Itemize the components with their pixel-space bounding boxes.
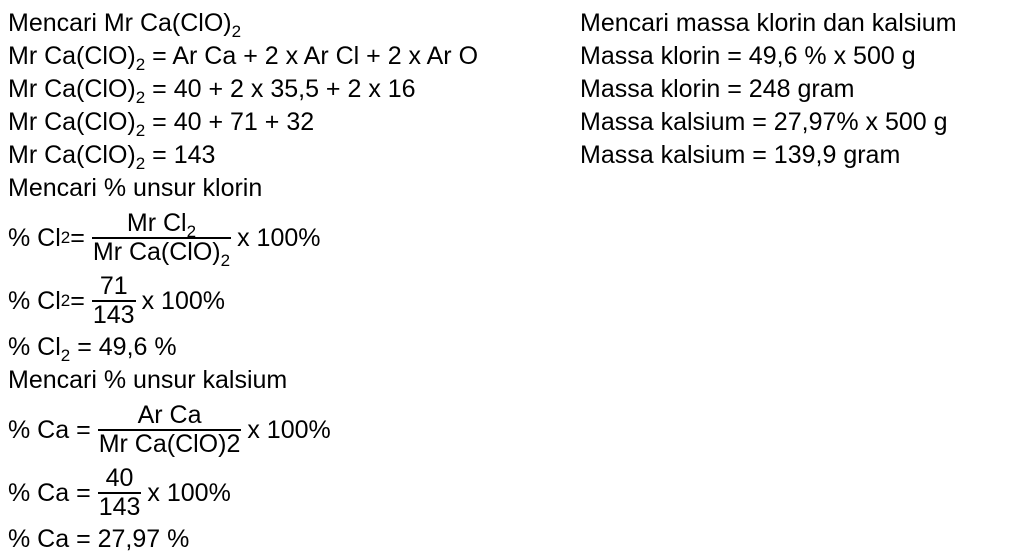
equals-sign: =: [70, 223, 85, 252]
numerator-text: Mr Cl: [126, 209, 187, 237]
calcium-formula-2: [8, 463, 568, 523]
subscript: 2: [60, 346, 71, 365]
left-column: [8, 7, 568, 556]
chlorine-formula-1: % Cl 2 = $\frac{Mr Cl_2}{Mr Ca(ClO)_2}$ x 100%: [8, 209, 321, 270]
mr-prefix: Mr Ca(ClO): [8, 108, 136, 136]
chlorine-formula-2: % Cl 2 = $\frac{71}{143}$ x 100%: [8, 272, 225, 329]
numerator: 40: [105, 464, 134, 492]
mr-prefix: Mr Ca(ClO): [8, 141, 136, 169]
denominator-text: Mr Ca(ClO): [92, 238, 221, 266]
denominator: Mr Ca(ClO)2: [98, 430, 241, 458]
mr-heading: [8, 7, 568, 40]
subscript: 2: [220, 251, 231, 270]
lhs: % Ca =: [8, 415, 91, 444]
calcium-heading: Mencari % unsur kalsium: [8, 366, 288, 394]
mr-equation-3: [8, 106, 568, 139]
subscript: 2: [135, 55, 146, 74]
mr-equation-2: [8, 73, 568, 106]
right-column: [580, 7, 1020, 172]
lhs: % Cl: [8, 223, 61, 252]
times-100: x 100%: [247, 415, 331, 444]
chlorine-mass-calc: Massa klorin = 49,6 % x 500 g: [580, 42, 916, 70]
equation-rhs: = 49,6 %: [70, 333, 177, 361]
calcium-mass-result: Massa kalsium = 139,9 gram: [580, 141, 901, 169]
equation-rhs: = Ar Ca + 2 x Ar Cl + 2 x Ar O: [145, 42, 479, 70]
lhs: % Ca =: [8, 478, 91, 507]
denominator: 143: [98, 493, 141, 521]
fraction: [92, 209, 231, 270]
denominator: 143: [92, 301, 135, 329]
fraction: [98, 402, 242, 458]
calcium-result: % Ca = 27,97 %: [8, 525, 190, 553]
calcium-mass-calc: Massa kalsium = 27,97% x 500 g: [580, 108, 948, 136]
chlorine-result: [8, 331, 568, 364]
numerator: [126, 209, 197, 241]
chlorine-mass-result: Massa klorin = 248 gram: [580, 75, 855, 103]
subscript: 2: [135, 88, 146, 107]
mr-prefix: Mr Ca(ClO): [8, 75, 136, 103]
chlorine-heading: Mencari % unsur klorin: [8, 174, 263, 202]
mr-prefix: Mr Ca(ClO): [8, 42, 136, 70]
lhs: % Cl: [8, 286, 61, 315]
mr-equation-1: [8, 40, 568, 73]
equation-rhs: = 143: [145, 141, 216, 169]
times-100: x 100%: [237, 223, 321, 252]
subscript: 2: [135, 121, 146, 140]
subscript: 2: [186, 222, 197, 241]
numerator: Ar Ca: [137, 401, 202, 429]
calcium-formula-1: [8, 397, 568, 463]
subscript: 2: [135, 154, 146, 173]
times-100: x 100%: [141, 286, 225, 315]
equation-rhs: = 40 + 71 + 32: [145, 108, 315, 136]
equation-rhs: = 40 + 2 x 35,5 + 2 x 16: [145, 75, 416, 103]
numerator: 71: [99, 272, 128, 300]
mass-heading: Mencari massa klorin dan kalsium: [580, 9, 957, 37]
fraction: [98, 465, 142, 521]
subscript: 2: [231, 22, 242, 41]
fraction: [92, 273, 136, 329]
lhs: % Cl: [8, 333, 61, 361]
equals-sign: =: [70, 286, 85, 315]
mr-heading-text: Mencari Mr Ca(ClO): [8, 9, 232, 37]
times-100: x 100%: [147, 478, 231, 507]
mr-equation-4: [8, 139, 568, 172]
denominator: [92, 238, 231, 270]
